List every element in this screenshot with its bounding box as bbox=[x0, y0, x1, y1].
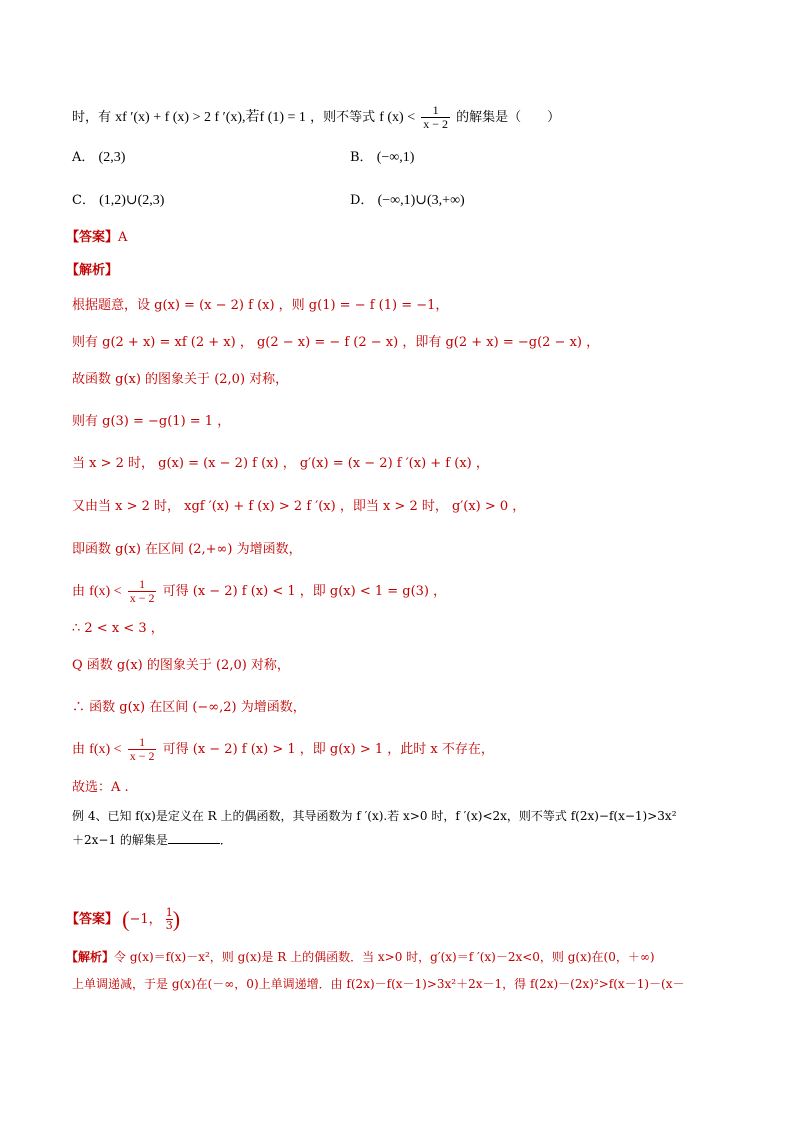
stem-math-2: f (x) < bbox=[379, 110, 416, 125]
step-text: 由 bbox=[72, 584, 86, 599]
example-4-line-2 bbox=[72, 830, 232, 850]
fraction-numerator: 1 bbox=[139, 577, 146, 591]
left-paren: ( bbox=[122, 906, 130, 932]
solution-step-10: Q 函数 g(x) 的图象关于 (2,0) 对称， bbox=[72, 658, 290, 673]
stem-math: xf ′(x) + f (x) > 2 f ′(x),若f (1) = 1 bbox=[115, 110, 306, 125]
answer-fraction bbox=[166, 907, 173, 932]
option-c[interactable] bbox=[72, 191, 164, 211]
option-label: A． bbox=[72, 150, 95, 165]
example-4-analysis-line-2: 上单调递减，于是 g(x)在(－∞，0)上单调递增．由 f(2x)－f(x－1)>3x²＋2x－1，得 f(2x)－(2x)²>f(x－1)－(x－ bbox=[72, 977, 685, 991]
fraction-numerator: 1 bbox=[165, 906, 173, 919]
fraction-numerator: 1 bbox=[432, 103, 439, 117]
fraction-denominator: x − 2 bbox=[129, 591, 155, 605]
option-value: (1,2)∪(2,3) bbox=[99, 193, 165, 208]
analysis-tag: 【解析】 bbox=[66, 950, 115, 964]
step-text-end: 可得 (x − 2) f (x) < 1 ，即 g(x) < 1 = g(3) ， bbox=[162, 584, 447, 599]
step-text: 由 bbox=[72, 742, 86, 757]
answer-line bbox=[66, 228, 127, 248]
right-paren: ) bbox=[172, 906, 181, 932]
question-stem bbox=[72, 104, 560, 131]
answer-tag: 【答案】 bbox=[66, 230, 119, 245]
stem-text-end: 的解集是（ ） bbox=[456, 110, 561, 125]
option-label: B． bbox=[350, 150, 373, 165]
fraction-denominator: x − 2 bbox=[129, 749, 155, 763]
solution-step-9: ∴ 2 < x < 3 ， bbox=[72, 621, 164, 636]
example-text: ＋2x−1 的解集是 bbox=[72, 833, 168, 847]
step-math: f(x) < bbox=[89, 742, 122, 757]
option-value: (2,3) bbox=[98, 150, 126, 165]
solution-step-6: 又由当 x > 2 时， xgf ′(x) + f (x) > 2 f ′(x) ，即当 x > 2 时， g′(x) > 0 ， bbox=[72, 499, 526, 514]
solution-step-7: 即函数 g(x) 在区间 (2,+∞) 为增函数， bbox=[72, 542, 302, 557]
stem-text-mid: ，则不等式 bbox=[310, 110, 376, 125]
option-b[interactable] bbox=[350, 148, 414, 168]
stem-fraction bbox=[421, 104, 450, 131]
fraction-denominator: x − 2 bbox=[423, 117, 449, 131]
solution-conclusion: 故选：A . bbox=[72, 780, 129, 795]
fraction-denominator: 3 bbox=[165, 919, 173, 932]
step-fraction bbox=[128, 736, 157, 763]
solution-step-8 bbox=[72, 578, 446, 605]
option-d[interactable] bbox=[350, 191, 465, 211]
step-fraction bbox=[128, 578, 157, 605]
answer-blank[interactable] bbox=[168, 831, 220, 844]
option-value: (−∞,1)∪(3,+∞) bbox=[377, 193, 465, 208]
example-4-answer bbox=[66, 907, 180, 932]
solution-step-1: 根据题意，设 g(x) = (x − 2) f (x) ，则 g(1) = − f (1) = −1， bbox=[72, 298, 449, 313]
answer-left: −1， bbox=[129, 912, 162, 927]
answer-tag: 【答案】 bbox=[66, 912, 119, 927]
solution-step-2: 则有 g(2 + x) = xf (2 + x) ， g(2 − x) = − f (2 − x) ，即有 g(2 + x) = −g(2 − x) ， bbox=[72, 335, 600, 350]
solution-step-3: 故函数 g(x) 的图象关于 (2,0) 对称， bbox=[72, 372, 289, 387]
analysis-text: 令 g(x)＝f(x)－x²，则 g(x)是 R 上的偶函数．当 x>0 时，g′(x)＝f ′(x)－2x<0，则 g(x)在(0，＋∞) bbox=[114, 950, 655, 964]
solution-step-5: 当 x > 2 时， g(x) = (x − 2) f (x) ， g′(x) = (x − 2) f ′(x) + f (x) ， bbox=[72, 456, 489, 471]
example-4-analysis-line-1 bbox=[66, 947, 655, 967]
fraction-numerator: 1 bbox=[139, 735, 146, 749]
solution-step-12 bbox=[72, 736, 494, 763]
example-text-end: ． bbox=[219, 833, 232, 847]
answer-value: A bbox=[118, 230, 128, 245]
solution-step-4: 则有 g(3) = −g(1) = 1 ， bbox=[72, 414, 231, 429]
solution-step-11: ∴ 函数 g(x) 在区间 (−∞,2) 为增函数， bbox=[72, 700, 306, 715]
analysis-tag: 【解析】 bbox=[66, 263, 119, 278]
option-a[interactable] bbox=[72, 148, 125, 168]
option-value: (−∞,1) bbox=[376, 150, 415, 165]
example-4-line-1: 例 4、已知 f(x)是定义在 R 上的偶函数，其导函数为 f ′(x).若 x>0 时，f ′(x)<2x，则不等式 f(2x)−f(x−1)>3x² bbox=[72, 809, 677, 823]
option-label: C． bbox=[72, 193, 95, 208]
step-math: f(x) < bbox=[89, 584, 122, 599]
step-text-end: 可得 (x − 2) f (x) > 1 ，即 g(x) > 1 ，此时 x 不存在， bbox=[162, 742, 494, 757]
option-label: D． bbox=[350, 193, 374, 208]
stem-text: 时，有 bbox=[72, 110, 112, 125]
